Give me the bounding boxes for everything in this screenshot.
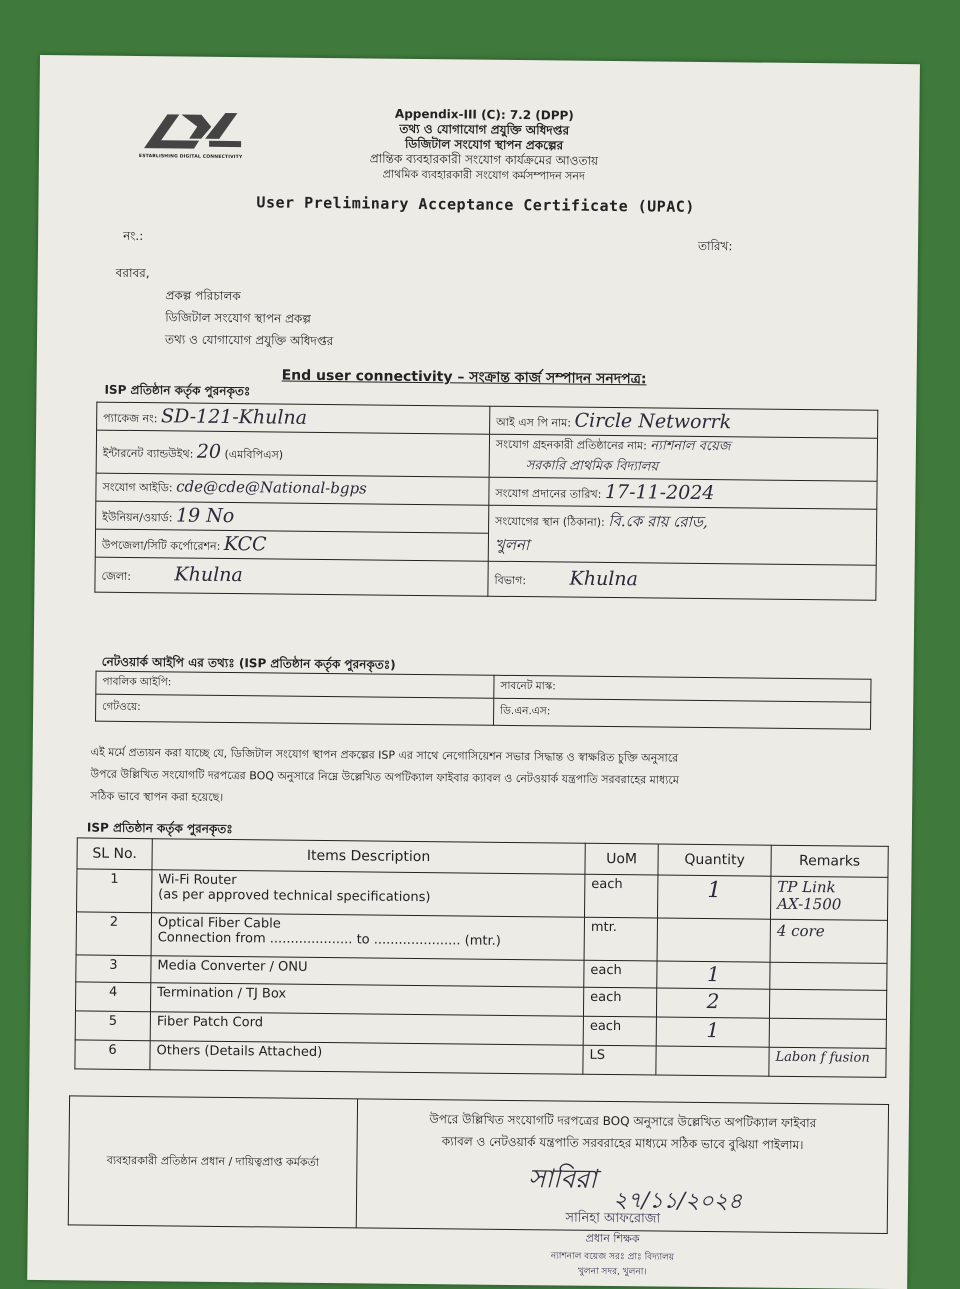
items-table bbox=[74, 837, 888, 1077]
row-remarks: Labon f fusion bbox=[769, 1047, 886, 1077]
row-uom: each bbox=[583, 987, 656, 1017]
isp-name-value: Circle Networrk bbox=[574, 409, 732, 433]
conn-id-value: cde@cde@National-bgps bbox=[176, 477, 367, 498]
row-remarks: 4 core bbox=[776, 921, 825, 941]
col-remarks: Remarks bbox=[771, 845, 888, 877]
conn-date-value: 17-11-2024 bbox=[604, 480, 715, 504]
network-heading: নেটওয়ার্ক আইপি এর তথ্যঃ (ISP প্রতিষ্ঠান কর্তৃক পুরনকৃতঃ) bbox=[101, 654, 396, 672]
logo-tagline: ESTABLISHING DIGITAL CONNECTIVITY bbox=[138, 154, 243, 161]
acceptance-table bbox=[68, 1095, 889, 1234]
place-value-2: খুলনা bbox=[494, 535, 530, 554]
place-value-1: বি.কে রায় রোড, bbox=[608, 511, 708, 531]
upazila-label: উপজেলা/সিটি কর্পোরেশন: bbox=[101, 538, 221, 553]
appendix-label: Appendix-III (C): 7.2 (DPP) bbox=[394, 106, 574, 123]
row-qty: 2 bbox=[656, 988, 769, 1018]
recipient-label: সংযোগ গ্রহনকারী প্রতিষ্ঠানের নাম: bbox=[495, 437, 647, 453]
stamp-title: প্রধান শিক্ষক bbox=[585, 1231, 640, 1246]
address-line2: ডিজিটাল সংযোগ স্থাপন প্রকল্প bbox=[165, 310, 311, 326]
edc-logo bbox=[139, 108, 245, 164]
subnet-label: সাবনেট মাস্ক: bbox=[494, 675, 871, 702]
address-line3: তথ্য ও যোগাযোগ প্রযুক্তি অধিদপ্তর bbox=[164, 332, 334, 349]
dns-label: ডি.এন.এস: bbox=[494, 698, 871, 729]
row-qty bbox=[656, 1046, 769, 1076]
row-sl: 1 bbox=[77, 869, 152, 913]
bandwidth-value: 20 bbox=[196, 440, 222, 463]
edc-logo-icon bbox=[139, 108, 244, 151]
declaration-line1: এই মর্মে প্রত্যয়ন করা যাচ্ছে যে, ডিজিটাল সংযোগ স্থাপন প্রকল্পের ISP এর সাথে নেগোসিয়েশন সভার সিদ্ধান্ত ও স্বাক্ষরিত চুক্তি অনুসারে bbox=[90, 745, 679, 765]
row-sl: 6 bbox=[75, 1040, 150, 1070]
network-table bbox=[95, 671, 871, 730]
row-qty bbox=[657, 918, 770, 962]
district-label: জেলা: bbox=[101, 569, 132, 583]
public-ip-label: পাবলিক আইপি: bbox=[96, 671, 494, 698]
signature: সাবিরা bbox=[528, 1164, 597, 1195]
row-desc: Termination / TJ Box bbox=[150, 983, 583, 1017]
bandwidth-label: ইন্টারনেট ব্যান্ডউইথ: bbox=[102, 446, 194, 461]
row-desc: Wi-Fi Router bbox=[158, 872, 237, 889]
row-remarks: TP Link bbox=[777, 877, 836, 897]
ref-no-label: নং.: bbox=[123, 228, 144, 244]
acceptance-statement-2: ক্যাবল ও নেটওয়ার্ক যন্ত্রপাতি সরবরাহের মাধ্যমে সঠিক ভাবে বুঝিয়া পাইলাম। bbox=[441, 1134, 804, 1153]
row-qty: 1 bbox=[656, 1017, 769, 1047]
union-label: ইউনিয়ন/ওয়ার্ড: bbox=[102, 510, 173, 524]
row-qty: 1 bbox=[657, 875, 770, 919]
recipient-value-1: ন্যাশনাল বয়েজ bbox=[650, 438, 731, 455]
place-label: সংযোগের স্থান (ঠিকানা): bbox=[495, 514, 605, 529]
package-label: প্যাকেজ নং: bbox=[103, 411, 158, 425]
acceptance-statement-1: উপরে উল্লিখিত সংযোগটি দরপত্রের BOQ অনুসারে উল্লেখিত অপটিক্যাল ফাইবার bbox=[429, 1112, 817, 1131]
conn-date-label: সংযোগ প্রদানের তারিখ: bbox=[495, 486, 602, 501]
date-label: তারিখ: bbox=[697, 238, 733, 254]
conn-id-label: সংযোগ আইডি: bbox=[102, 480, 173, 495]
header-dept: তথ্য ও যোগাযোগ প্রযুক্তি অধিদপ্তর bbox=[399, 121, 570, 138]
gateway-label: গেটওয়ে: bbox=[96, 694, 494, 725]
subject-line: End user connectivity – সংক্রান্ত কার্জ সম্পাদন সনদপত্র: bbox=[281, 367, 647, 388]
division-cell bbox=[488, 561, 876, 600]
header-program: প্রান্তিক ব্যবহারকারী সংযোগ কার্যক্রমের আওতায় bbox=[369, 151, 599, 168]
isp-fill-heading-1: ISP প্রতিষ্ঠান কর্তৃক পুরনকৃতঃ bbox=[104, 382, 251, 399]
row-uom: mtr. bbox=[584, 917, 657, 961]
declaration-line2: উপরে উল্লিখিত সংযোগটি দরপত্রের BOQ অনুসারে নিম্নে উল্লেখিত অপটিক্যাল ফাইবার ক্যাবল ও নেটওয়ার্ক যন্ত্রপাতি সরবরাহের মাধ্যমে bbox=[90, 767, 679, 787]
division-label: বিভাগ: bbox=[494, 573, 527, 588]
row-sl: 5 bbox=[75, 1011, 150, 1041]
union-cell bbox=[96, 501, 489, 533]
row-desc: Media Converter / ONU bbox=[151, 956, 584, 988]
declaration-line3: সঠিক ভাবে স্থাপন করা হয়েছে। bbox=[90, 789, 224, 804]
stamp-name: সানিহা আফরোজা bbox=[565, 1210, 661, 1227]
page-title: User Preliminary Acceptance Certificate (UPAC) bbox=[256, 193, 695, 216]
address-to: বরাবর, bbox=[115, 265, 150, 281]
header-project: ডিজিটাল সংযোগ স্থাপন প্রকল্পের bbox=[404, 136, 564, 153]
col-description: Items Description bbox=[152, 839, 585, 875]
row-uom: each bbox=[584, 960, 657, 988]
row-sl: 4 bbox=[75, 982, 150, 1012]
isp-name-label: আই এস পি নাম: bbox=[496, 415, 572, 430]
bandwidth-unit: (এমবিপিএস) bbox=[224, 447, 284, 462]
district-cell bbox=[95, 557, 488, 596]
package-value: SD-121-Khulna bbox=[160, 404, 308, 429]
isp-fill-heading-2: ISP প্রতিষ্ঠান কর্তৃক পুরনকৃতঃ bbox=[86, 820, 233, 837]
row-qty: 1 bbox=[657, 961, 770, 989]
recipient-value-2: সরকারি প্রাথমিক বিদ্যালয় bbox=[525, 458, 659, 475]
row-desc: Fiber Patch Cord bbox=[150, 1012, 583, 1046]
row-uom: each bbox=[583, 1016, 656, 1046]
row-desc-detail: (as per approved technical specifications) bbox=[158, 887, 431, 906]
address-line1: প্রকল্প পরিচালক bbox=[165, 288, 241, 304]
conn-id-cell bbox=[96, 473, 489, 505]
row-desc-detail: Connection from .................... to ..................... (mtr.) bbox=[157, 930, 501, 949]
stamp-school: ন্যাশনাল বয়েজ সরঃ প্রাঃ বিদ্যালয় bbox=[550, 1251, 675, 1263]
row-remarks-2: AX-1500 bbox=[777, 894, 842, 914]
header-certificate-bn: প্রাথমিক ব্যবহারকারী সংযোগ কর্মসম্পাদন সনদ bbox=[382, 167, 585, 183]
division-value: Khulna bbox=[569, 567, 639, 591]
package-cell bbox=[97, 402, 490, 434]
acceptance-left-label: ব্যবহারকারী প্রতিষ্ঠান প্রধান / দায়িত্বপ্রাপ্ত কর্মকর্তা bbox=[68, 1096, 357, 1228]
row-desc: Others (Details Attached) bbox=[150, 1041, 583, 1075]
district-value: Khulna bbox=[174, 563, 243, 587]
isp-name-cell bbox=[490, 406, 878, 438]
col-quantity: Quantity bbox=[658, 844, 771, 876]
conn-date-cell bbox=[489, 477, 877, 509]
upazila-value: KCC bbox=[223, 532, 267, 555]
row-uom: each bbox=[585, 874, 658, 918]
signature-date: ২৭/১১/২০২৪ bbox=[612, 1188, 743, 1215]
row-sl: 3 bbox=[76, 955, 151, 983]
row-uom: LS bbox=[583, 1045, 656, 1075]
connection-info-table bbox=[94, 402, 878, 601]
recipient-cell bbox=[489, 434, 877, 481]
row-sl: 2 bbox=[76, 912, 151, 956]
row-desc: Optical Fiber Cable bbox=[157, 915, 281, 932]
place-cell bbox=[488, 505, 877, 565]
upazila-cell bbox=[95, 529, 488, 561]
union-value: 19 No bbox=[175, 503, 235, 527]
bandwidth-cell bbox=[96, 430, 489, 477]
col-uom: UoM bbox=[585, 843, 658, 875]
col-sl: SL No. bbox=[77, 838, 152, 870]
certificate-paper bbox=[27, 55, 920, 1289]
stamp-block bbox=[497, 1208, 728, 1280]
stamp-address: খুলনা সদর, খুলনা। bbox=[577, 1266, 647, 1278]
